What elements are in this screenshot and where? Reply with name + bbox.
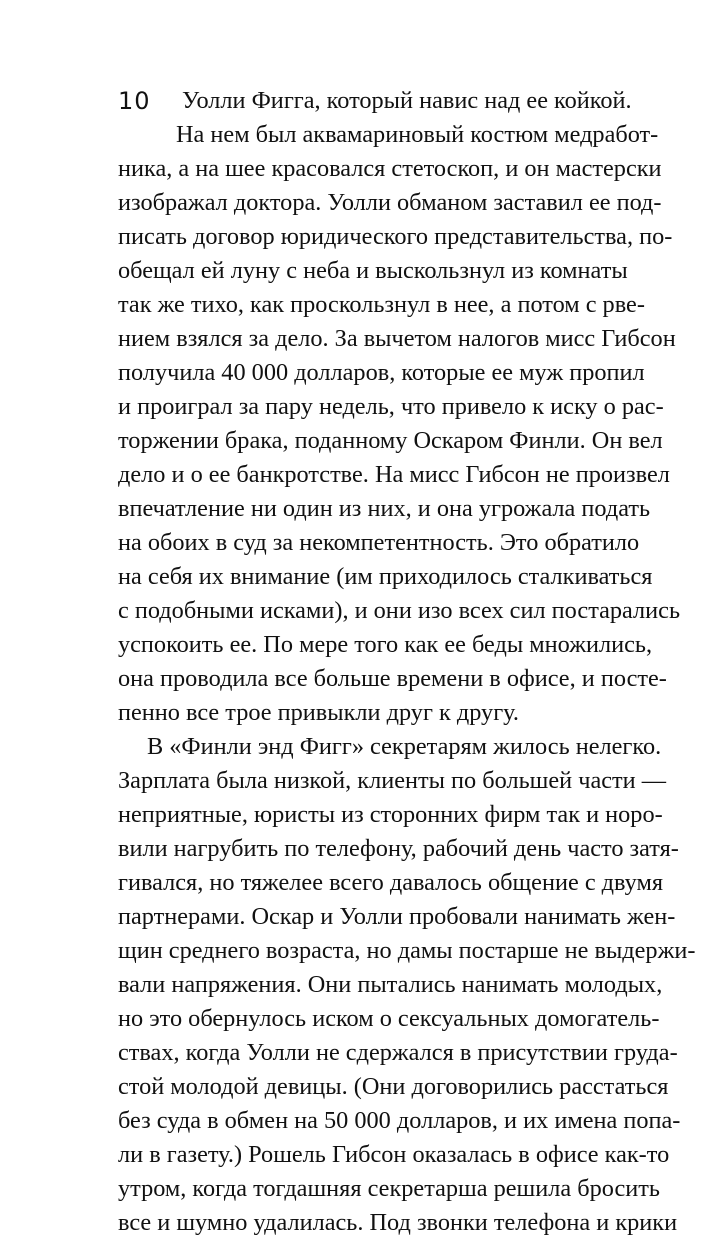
body-text <box>118 84 696 1240</box>
text-line: получила 40 000 долларов, которые ее муж пропил <box>118 359 645 386</box>
text-line: изображал доктора. Уолли обманом заставил ее под- <box>118 189 662 216</box>
text-line: писать договор юридического представительства, по- <box>118 223 673 250</box>
text-line: стой молодой девицы. (Они договорились расстаться <box>118 1073 669 1100</box>
page-number: 10 <box>118 87 151 115</box>
text-line: на обоих в суд за некомпетентность. Это обратило <box>118 529 640 556</box>
text-line: гивался, но тяжелее всего давалось общение с двумя <box>118 869 664 896</box>
text-line: и проиграл за пару недель, что привело к иску о рас- <box>118 393 664 420</box>
text-line: впечатление ни один из них, и она угрожала подать <box>118 495 651 522</box>
text-line: так же тихо, как проскользнул в нее, а потом с рве- <box>118 291 645 318</box>
text-line: пенно все трое привыкли друг к другу. <box>118 699 519 726</box>
text-line: все и шумно удалилась. Под звонки телефона и крики <box>118 1209 678 1236</box>
text-line: но это обернулось иском о сексуальных домогатель- <box>118 1005 660 1032</box>
text-line: обещал ей луну с неба и выскользнул из комнаты <box>118 257 628 284</box>
text-line: на себя их внимание (им приходилось сталкиваться <box>118 563 653 590</box>
text-line: неприятные, юристы из сторонних фирм так и норо- <box>118 801 663 828</box>
text-line: ли в газету.) Рошель Гибсон оказалась в офисе как-то <box>118 1141 670 1168</box>
text-line: нием взялся за дело. За вычетом налогов мисс Гибсон <box>118 325 676 352</box>
text-line: она проводила все больше времени в офисе, и посте- <box>118 665 667 692</box>
text-line: щин среднего возраста, но дамы постарше не выдержи- <box>118 937 696 964</box>
text-line: В «Финли энд Фигг» секретарям жилось нелегко. <box>147 733 662 760</box>
text-line: вили нагрубить по телефону, рабочий день часто затя- <box>118 835 679 862</box>
text-line: без суда в обмен на 50 000 долларов, и их имена попа- <box>118 1107 681 1134</box>
text-line: торжении брака, поданному Оскаром Финли. Он вел <box>118 427 663 454</box>
text-line: дело и о ее банкротстве. На мисс Гибсон не произвел <box>118 461 670 488</box>
text-line: утром, когда тогдашняя секретарша решила бросить <box>118 1175 660 1202</box>
text-line: Зарплата была низкой, клиенты по большей части — <box>118 767 667 794</box>
text-line: с подобными исками), и они изо всех сил постарались <box>118 597 681 624</box>
text-line: вали напряжения. Они пытались нанимать молодых, <box>118 971 663 998</box>
text-line: успокоить ее. По мере того как ее беды множились, <box>118 631 653 658</box>
text-line: На нем был аквамариновый костюм медработ- <box>176 121 659 148</box>
text-line: ствах, когда Уолли не сдержался в присутствии груда- <box>118 1039 678 1066</box>
text-line: Уолли Фигга, который навис над ее койкой. <box>182 87 632 114</box>
text-line: партнерами. Оскар и Уолли пробовали нанимать жен- <box>118 903 676 930</box>
text-line: ника, а на шее красовался стетоскоп, и он мастерски <box>118 155 662 182</box>
